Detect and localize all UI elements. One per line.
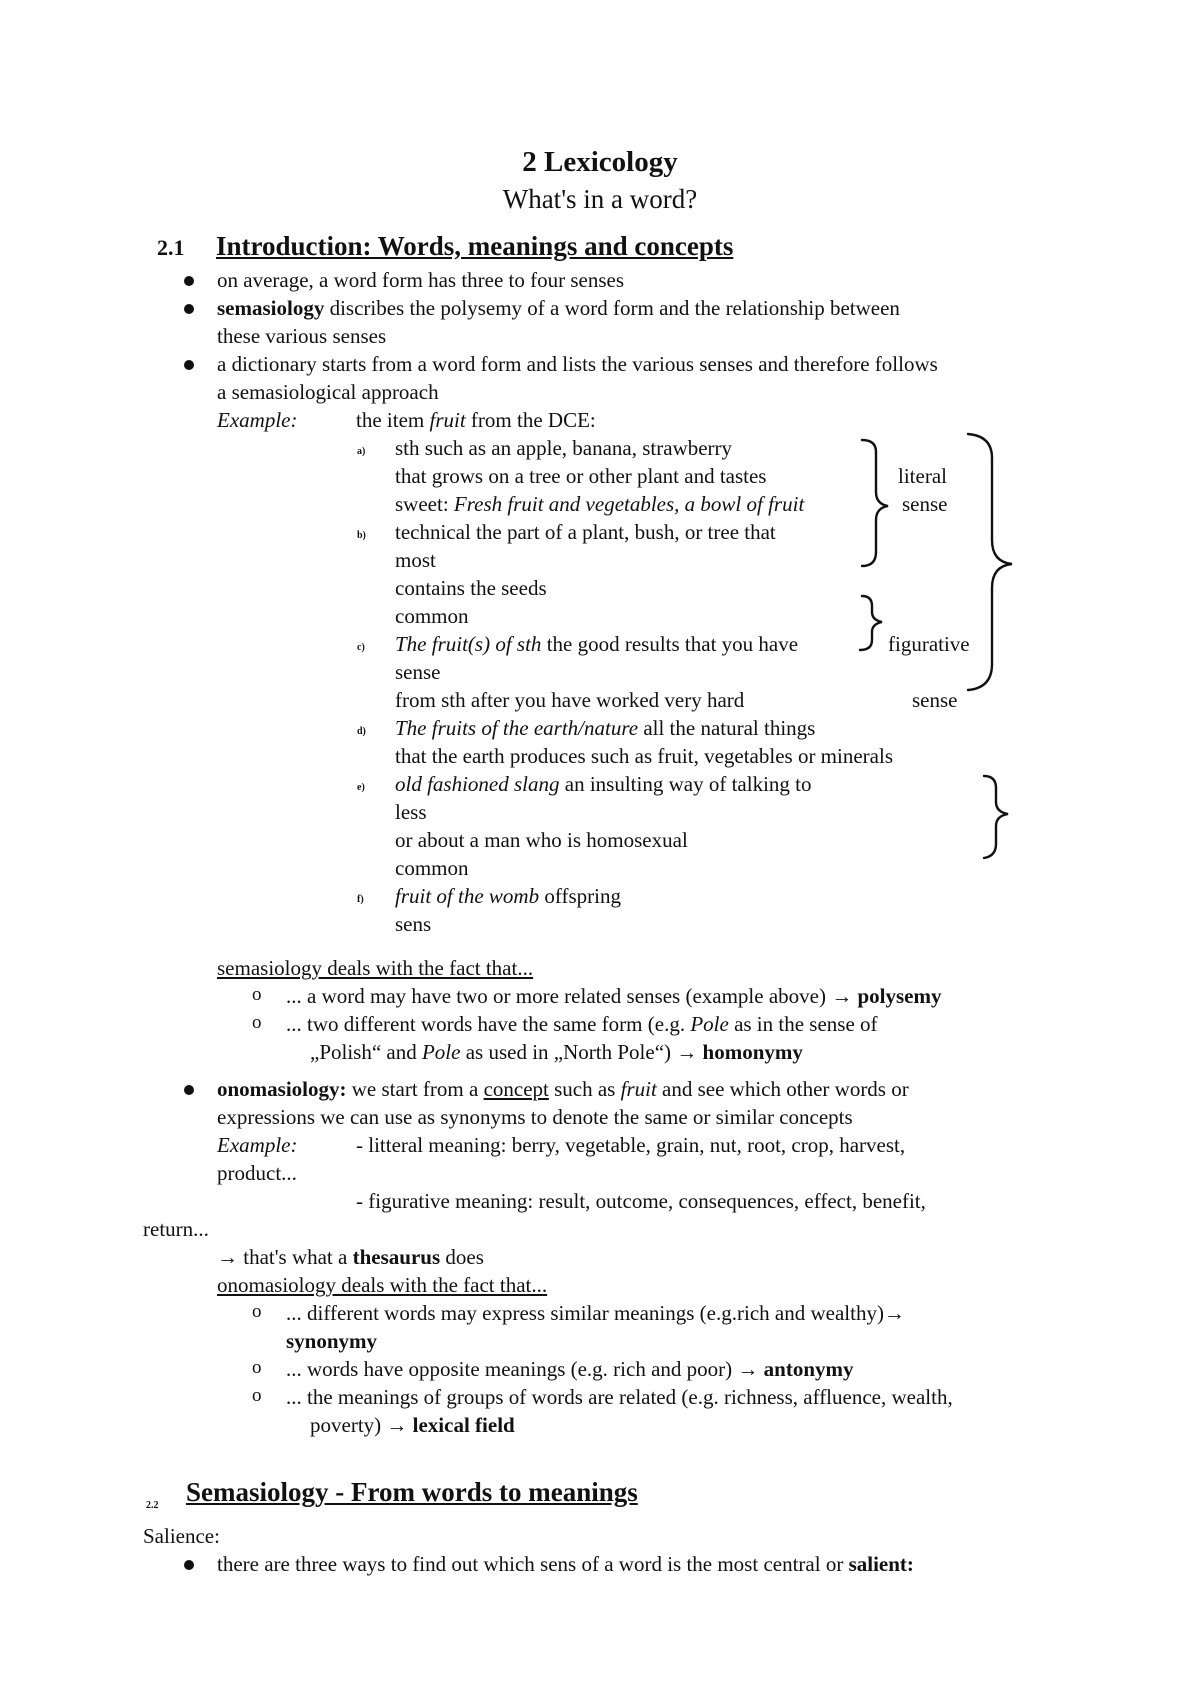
sense-line bbox=[395, 632, 798, 656]
bullet-text-cont: a semasiological approach bbox=[217, 380, 439, 404]
term-salient: salient: bbox=[848, 1552, 914, 1576]
list-marker: f) bbox=[357, 894, 364, 905]
example-line: - figurative meaning: result, outcome, consequences, effect, benefit, bbox=[356, 1189, 926, 1213]
term-semasiology: semasiology bbox=[217, 296, 325, 320]
term-homonymy: homonymy bbox=[702, 1040, 803, 1064]
fact-line bbox=[286, 984, 941, 1008]
bullet-text-cont: these various senses bbox=[217, 324, 387, 348]
list-marker: b) bbox=[357, 530, 366, 541]
term-onomasiology: onomasiology: bbox=[217, 1077, 347, 1101]
sense-line: contains the seeds bbox=[395, 576, 547, 600]
bullet-text: on average, a word form has three to four senses bbox=[217, 268, 625, 292]
list-marker: o bbox=[252, 1385, 262, 1406]
sense-line: sth such as an apple, banana, strawberry bbox=[395, 436, 733, 460]
text-span: fruit bbox=[429, 408, 466, 432]
list-marker: o bbox=[252, 984, 262, 1005]
text-span: does bbox=[440, 1245, 484, 1269]
thesaurus-line bbox=[217, 1245, 484, 1269]
text-span: as used in „North Pole“) → bbox=[460, 1040, 703, 1064]
example-label: Example: bbox=[217, 1133, 298, 1157]
text-span: ... words have opposite meanings (e.g. rich and poor) → bbox=[286, 1357, 764, 1381]
text-span: „Polish“ and bbox=[310, 1040, 422, 1064]
fact-line: ... the meanings of groups of words are related (e.g. richness, affluence, wealth, bbox=[286, 1385, 953, 1409]
text-span: Fresh fruit and vegetables, a bowl of fruit bbox=[453, 492, 805, 516]
section-title: Semasiology - From words to meanings bbox=[186, 1477, 638, 1507]
sense-line: that the earth produces such as fruit, vegetables or minerals bbox=[395, 744, 893, 768]
text-span: The fruit(s) of sth bbox=[395, 632, 542, 656]
text-span: fruit bbox=[620, 1077, 657, 1101]
sense-line bbox=[395, 716, 815, 740]
sense-line: common bbox=[395, 604, 469, 628]
section-number: 2.2 bbox=[146, 1500, 159, 1511]
text-span: offspring bbox=[539, 884, 621, 908]
fact-line bbox=[310, 1413, 515, 1437]
facts-heading: semasiology deals with the fact that... bbox=[217, 956, 534, 980]
sense-line: that grows on a tree or other plant and tastes bbox=[395, 464, 767, 488]
literal-label: literal bbox=[898, 464, 947, 488]
facts-heading: onomasiology deals with the fact that... bbox=[217, 1273, 548, 1297]
text-span: as in the sense of bbox=[728, 1012, 878, 1036]
sense-line: technical the part of a plant, bush, or tree that bbox=[395, 520, 776, 544]
fact-line bbox=[310, 1040, 803, 1064]
bullet-text: a dictionary starts from a word form and lists the various senses and therefore follows bbox=[217, 352, 938, 376]
bullet-text bbox=[217, 296, 900, 320]
text-span: there are three ways to find out which sens of a word is the most central or bbox=[217, 1552, 849, 1576]
list-marker: e) bbox=[357, 782, 365, 793]
bullet-dot bbox=[184, 304, 194, 314]
text-span: sweet: bbox=[395, 492, 454, 516]
sense-line bbox=[395, 772, 812, 796]
example-line-cont: return... bbox=[143, 1217, 209, 1241]
page-title: 2 Lexicology bbox=[522, 146, 678, 178]
sense-line: sens bbox=[395, 912, 432, 936]
text-span: Pole bbox=[690, 1012, 729, 1036]
text-span: such as bbox=[548, 1077, 621, 1101]
example-intro bbox=[356, 408, 596, 432]
salience-label: Salience: bbox=[143, 1524, 220, 1548]
term-antonymy: antonymy bbox=[763, 1357, 854, 1381]
text-span: the good results that you have bbox=[541, 632, 799, 656]
sense-label: sense bbox=[912, 688, 958, 712]
sense-line: less bbox=[395, 800, 427, 824]
bullet-dot bbox=[184, 360, 194, 370]
list-marker: a) bbox=[357, 446, 366, 457]
bullet-dot bbox=[184, 276, 194, 286]
list-marker: c) bbox=[357, 642, 365, 653]
list-marker: o bbox=[252, 1357, 262, 1378]
sense-label: sense bbox=[902, 492, 948, 516]
bullet-dot bbox=[184, 1560, 194, 1570]
text-span: we start from a bbox=[346, 1077, 484, 1101]
list-marker: d) bbox=[357, 726, 366, 737]
text-span: an insulting way of talking to bbox=[559, 772, 812, 796]
sense-line: sense bbox=[395, 660, 441, 684]
text-span: concept bbox=[483, 1077, 549, 1101]
text-span: ... two different words have the same form (e.g. bbox=[286, 1012, 691, 1036]
bullet-dot bbox=[184, 1085, 194, 1095]
text-span: discribes the polysemy of a word form and the relationship between bbox=[324, 296, 900, 320]
text-span: old fashioned slang bbox=[395, 772, 560, 796]
term-lexical-field: lexical field bbox=[412, 1413, 515, 1437]
text-span: from the DCE: bbox=[465, 408, 596, 432]
text-span: fruit of the womb bbox=[395, 884, 540, 908]
text-span: Pole bbox=[421, 1040, 461, 1064]
list-marker: o bbox=[252, 1301, 262, 1322]
fact-line bbox=[286, 1012, 878, 1036]
sense-line: from sth after you have worked very hard bbox=[395, 688, 745, 712]
section-title: Introduction: Words, meanings and concepts bbox=[216, 231, 734, 261]
list-marker: o bbox=[252, 1012, 262, 1033]
fact-line: ... different words may express similar meanings (e.g.rich and wealthy)→ bbox=[286, 1301, 905, 1325]
bullet-text bbox=[217, 1077, 909, 1101]
sense-line: most bbox=[395, 548, 436, 572]
term-polysemy: polysemy bbox=[857, 984, 942, 1008]
section-number: 2.1 bbox=[157, 235, 185, 260]
bullet-text-cont: expressions we can use as synonyms to denote the same or similar concepts bbox=[217, 1105, 853, 1129]
bullet-text bbox=[217, 1552, 914, 1576]
text-span: → that's what a bbox=[217, 1245, 353, 1269]
text-span: and see which other words or bbox=[656, 1077, 909, 1101]
text-span: poverty) → bbox=[310, 1413, 413, 1437]
example-label: Example: bbox=[217, 408, 298, 432]
page-subtitle: What's in a word? bbox=[502, 184, 698, 214]
fact-line bbox=[286, 1357, 854, 1381]
term-synonymy: synonymy bbox=[286, 1329, 378, 1353]
text-span: all the natural things bbox=[638, 716, 816, 740]
sense-line bbox=[395, 884, 621, 908]
text-span: The fruits of the earth/nature bbox=[395, 716, 639, 740]
example-line: - litteral meaning: berry, vegetable, grain, nut, root, crop, harvest, bbox=[356, 1133, 906, 1157]
text-span: ... a word may have two or more related senses (example above) → bbox=[286, 984, 858, 1008]
term-thesaurus: thesaurus bbox=[352, 1245, 441, 1269]
figurative-label: figurative bbox=[888, 632, 970, 656]
sense-line: or about a man who is homosexual bbox=[395, 828, 688, 852]
sense-line: common bbox=[395, 856, 469, 880]
example-line-cont: product... bbox=[217, 1161, 297, 1185]
sense-line bbox=[395, 492, 804, 516]
text-span: the item bbox=[356, 408, 430, 432]
